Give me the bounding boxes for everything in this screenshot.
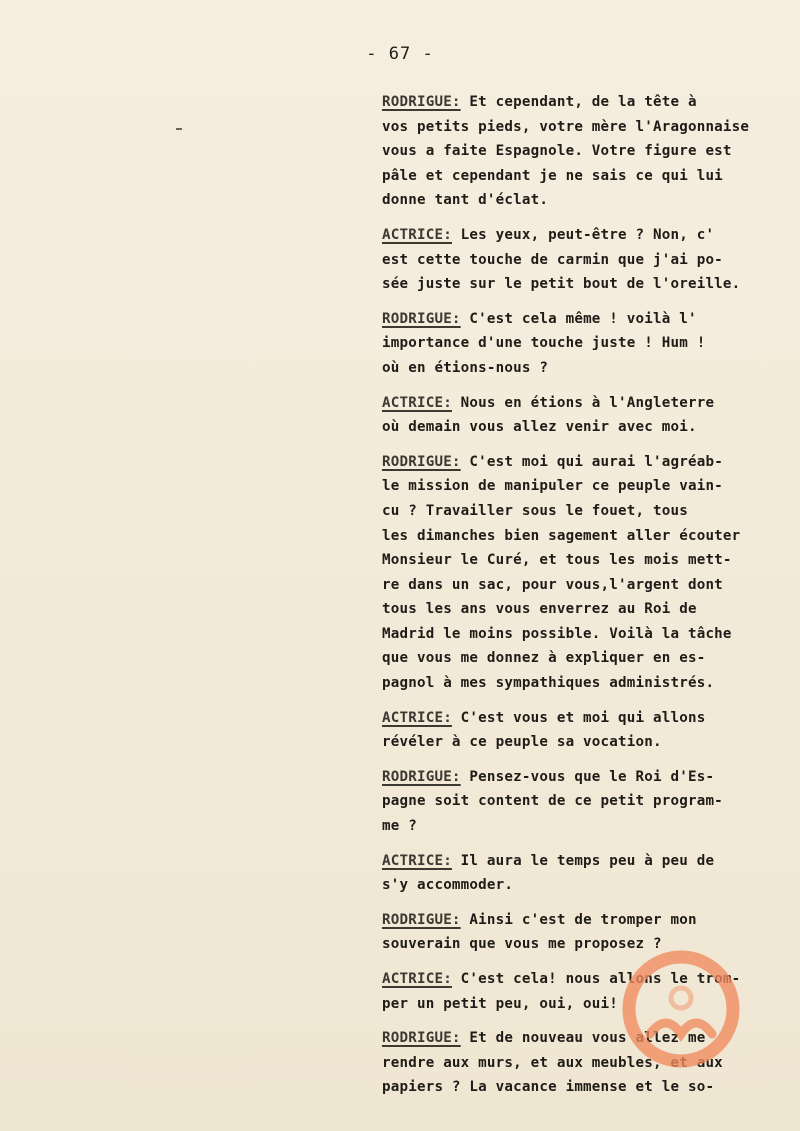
speaker-name: RODRIGUE: [382,453,461,470]
dialogue-line [382,307,792,332]
dialogue-line: re dans un sac, pour vous,l'argent dont [382,576,723,593]
dialogue-paragraph [382,450,792,696]
dialogue-line: importance d'une touche juste ! Hum ! [382,335,706,352]
dialogue-text: Et cependant, de la tête à [460,94,697,110]
dialogue-line [382,391,792,416]
speaker-name: RODRIGUE: [382,768,461,785]
dialogue-line [382,90,792,115]
page-number: - 67 - [366,44,434,64]
dialogue-paragraph [382,307,792,381]
dialogue-line: papiers ? La vacance immense et le so- [382,1079,715,1096]
dialogue-text: C'est moi qui aurai l'agréab- [460,453,723,470]
dialogue-line: per un petit peu, oui, oui! [382,995,619,1012]
speaker-name: ACTRICE: [382,852,452,869]
dialogue-line: Madrid le moins possible. Voilà la tâche [382,625,732,642]
dialogue-line: rendre aux murs, et aux meubles, et aux [382,1054,723,1071]
dialogue-line: que vous me donnez à expliquer en es- [382,650,706,667]
dialogue-line: sée juste sur le petit bout de l'oreille. [382,276,741,293]
dialogue-line [382,450,792,475]
speaker-name: RODRIGUE: [382,911,461,928]
dialogue-text: Les yeux, peut-être ? Non, c' [451,226,715,243]
dialogue-line: s'y accommoder. [382,877,514,894]
dialogue-line: me ? [382,818,417,835]
speaker-name: RODRIGUE: [382,1030,461,1047]
dialogue-paragraph [382,765,792,839]
stamp-emblem [650,1023,712,1034]
dialogue-text: Il aura le temps peu à peu de [451,852,715,869]
dialogue-line: où en étions-nous ? [382,359,549,376]
dialogue-line: tous les ans vous enverrez au Roi de [382,601,697,618]
speaker-name: ACTRICE: [382,226,452,243]
dialogue-text: Ainsi c'est de tromper mon [460,911,697,928]
dialogue-text: C'est vous et moi qui allons [451,709,706,726]
dialogue-paragraph [382,849,792,898]
dialogue-line: le mission de manipuler ce peuple vain- [382,478,723,495]
archive-stamp-icon [622,950,740,1068]
dialogue-line: révéler à ce peuple sa vocation. [382,734,662,751]
dialogue-line: vous a faite Espagnole. Votre figure est [382,143,732,160]
dialogue-line: cu ? Travailler sous le fouet, tous [382,502,688,519]
dialogue-line: Monsieur le Curé, et tous les mois mett- [382,552,732,569]
speaker-name: ACTRICE: [382,971,452,987]
dialogue-line [382,849,792,874]
stamp-center [671,988,691,1008]
dialogue-line: souverain que vous me proposez ? [382,936,662,953]
speaker-name: RODRIGUE: [382,94,461,110]
dialogue-text: Pensez-vous que le Roi d'Es- [460,768,715,785]
speaker-name: ACTRICE: [382,709,452,726]
dialogue-line: donne tant d'éclat. [382,192,549,209]
dialogue-line [382,765,792,790]
dialogue-line: les dimanches bien sagement aller écouter [382,527,741,544]
stray-ink-mark [176,128,182,130]
dialogue-text: Et de nouveau vous allez me [460,1030,706,1047]
dialogue-paragraph [382,90,792,213]
dialogue-line: est cette touche de carmin que j'ai po- [382,251,723,268]
dialogue-text: C'est cela! nous allons le trom- [451,971,741,987]
speaker-name: RODRIGUE: [382,310,461,327]
dialogue-line: pagnol à mes sympathiques administrés. [382,675,715,692]
dialogue-line [382,706,792,731]
dialogue-line [382,908,792,933]
dialogue-line: vos petits pieds, votre mère l'Aragonnaise [382,118,750,135]
speaker-name: ACTRICE: [382,394,452,411]
dialogue-paragraph [382,391,792,440]
dialogue-line: où demain vous allez venir avec moi. [382,419,697,436]
dialogue-paragraph [382,223,792,297]
dialogue-line: pagne soit content de ce petit program- [382,793,723,810]
dialogue-text: Nous en étions à l'Angleterre [451,394,715,411]
dialogue-line [382,223,792,248]
dialogue-text: C'est cela même ! voilà l' [460,310,697,327]
dialogue-line: pâle et cependant je ne sais ce qui lui [382,167,723,184]
dialogue-paragraph [382,706,792,755]
